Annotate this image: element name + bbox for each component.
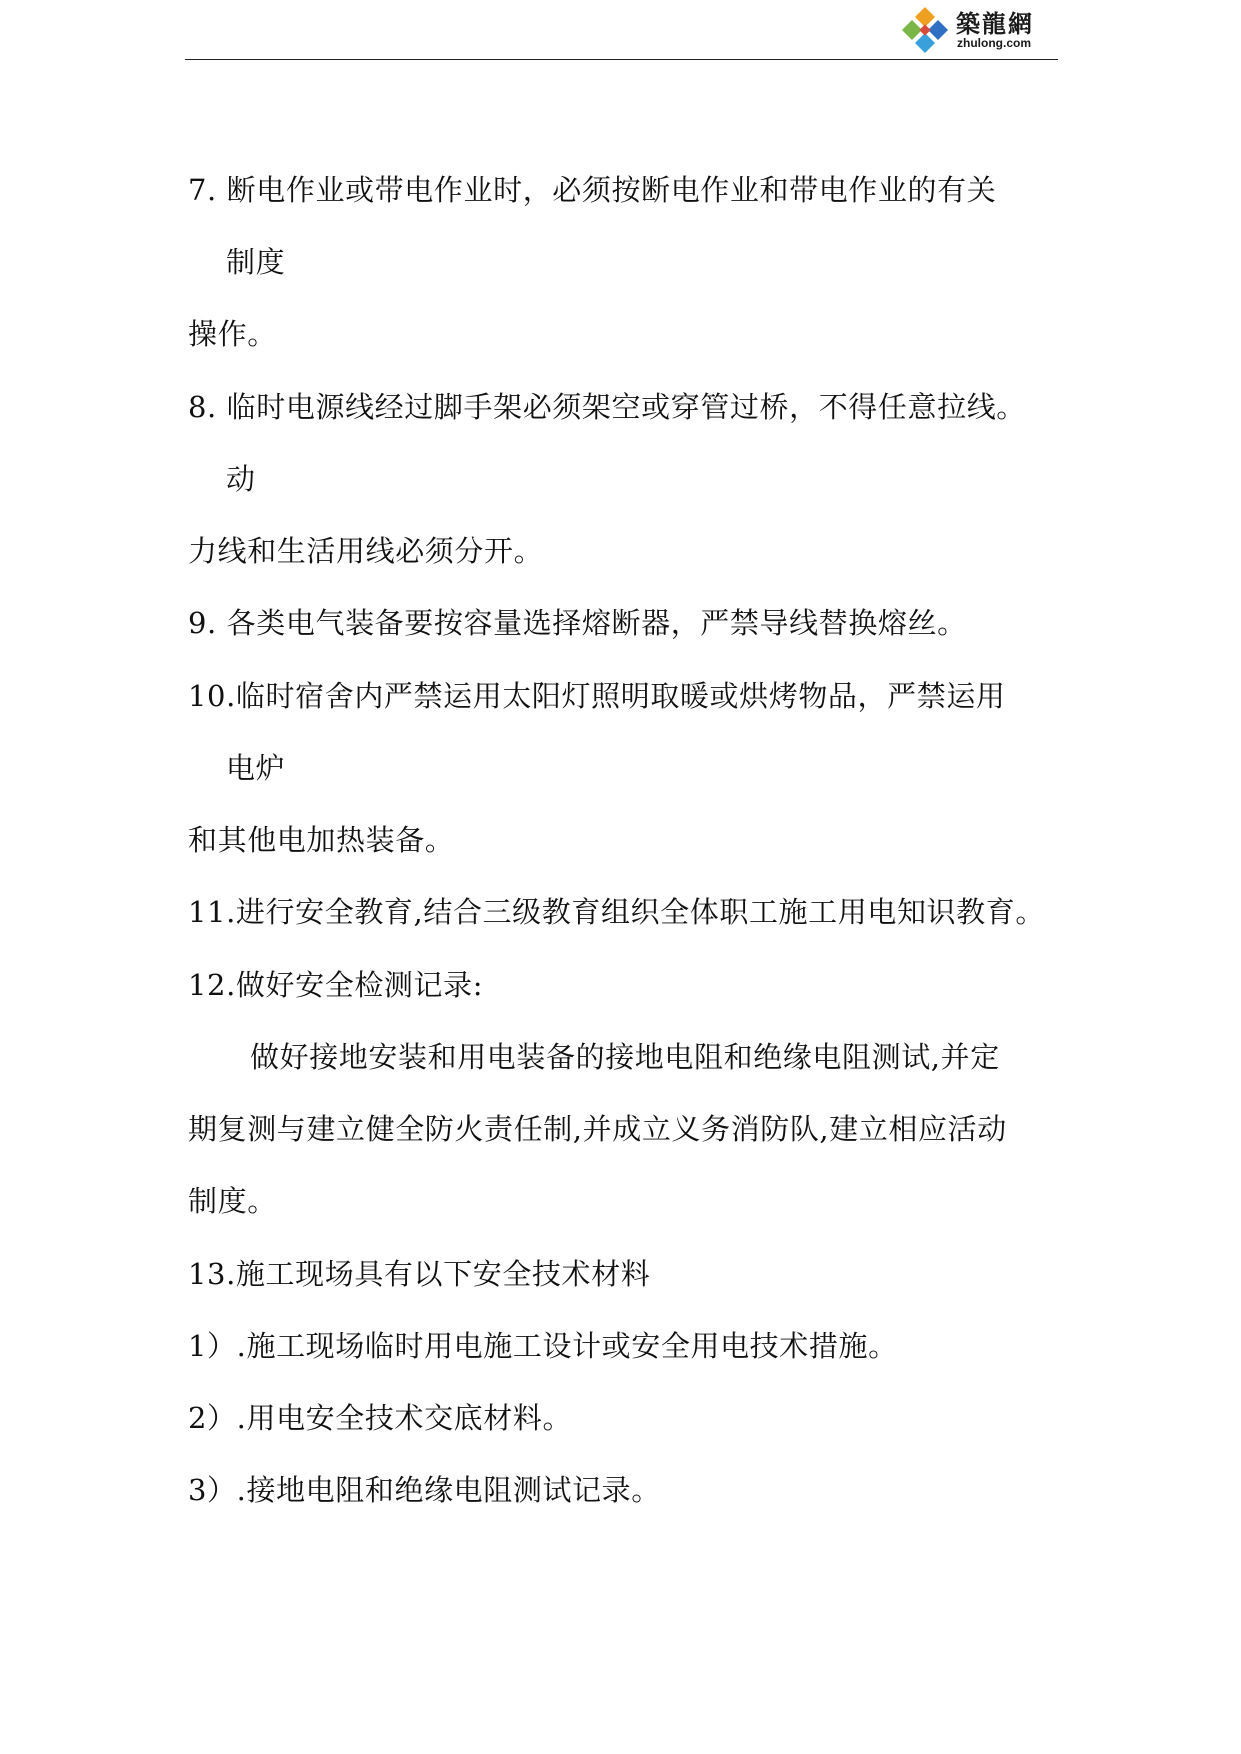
- item-7-wrap: 制度: [226, 245, 286, 279]
- item-9-line: 9. 各类电气装备要按容量选择熔断器，严禁导线替换熔丝。: [188, 606, 967, 640]
- item-13-line: 13.施工现场具有以下安全技术材料: [188, 1257, 651, 1291]
- item-13-sub-1: 1）.施工现场临时用电施工设计或安全用电技术措施。: [188, 1329, 898, 1363]
- page-header: [0, 0, 1241, 70]
- item-10-wrap: 电炉: [226, 751, 286, 785]
- item-10-line: 10.临时宿舍内严禁运用太阳灯照明取暖或烘烤物品，严禁运用: [188, 679, 1006, 713]
- item-12-paragraph-3: 制度。: [188, 1184, 277, 1218]
- zhulong-logo[interactable]: [898, 3, 1058, 57]
- item-13-sub-3: 3）.接地电阻和绝缘电阻测试记录。: [188, 1473, 661, 1507]
- item-12-paragraph-2: 期复测与建立健全防火责任制,并成立义务消防队,建立相应活动: [188, 1112, 1007, 1146]
- item-13-sub-2: 2）.用电安全技术交底材料。: [188, 1401, 573, 1435]
- item-11-line: 11.进行安全教育,结合三级教育组织全体职工施工用电知识教育。: [188, 895, 1045, 929]
- item-8-wrap: 动: [226, 462, 256, 496]
- item-8-continuation: 力线和生活用线必须分开。: [188, 534, 544, 568]
- logo-chinese-text: 築龍網: [956, 9, 1034, 38]
- logo-domain-text: zhulong.com: [957, 36, 1031, 50]
- item-12-line: 12.做好安全检测记录:: [188, 968, 484, 1002]
- item-12-paragraph-1: 做好接地安装和用电装备的接地电阻和绝缘电阻测试,并定: [250, 1040, 1000, 1074]
- zhulong-logo-icon: [898, 3, 952, 57]
- item-10-continuation: 和其他电加热装备。: [188, 823, 455, 857]
- item-7-line: 7. 断电作业或带电作业时，必须按断电作业和带电作业的有关: [188, 173, 997, 207]
- item-7-continuation: 操作。: [188, 317, 277, 351]
- item-8-line: 8. 临时电源线经过脚手架必须架空或穿管过桥，不得任意拉线。: [188, 390, 1026, 424]
- header-divider: [185, 59, 1058, 60]
